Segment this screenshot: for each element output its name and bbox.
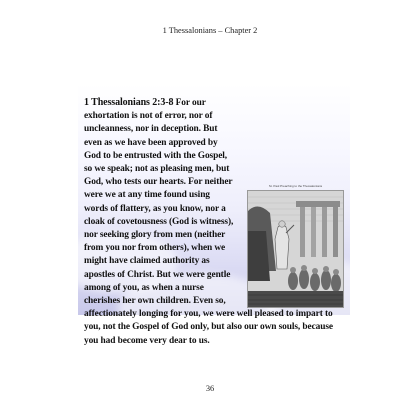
scripture-slide <box>78 83 350 346</box>
scripture-verse-text: For our exhortation is not of error, nor of uncleanness, nor in deception. But even as we have been approved by God to be entrusted with the Gospel, so we speak; not as pleasing men, but God, who tests our hearts. For neither were we at any time found using words of flattery, as you know, nor a cloak of covetousness (God is witness), nor seeking glory from men (neither from you nor from others), when we might have claimed authority as apostles of Christ. But we were gentle among of you, as when a nurse cherishes her own children. Even so, affectionately longing for you, we were well pleased to impart to you, not the Gospel of God only, but also our own souls, because you had become very dear to us. <box>84 98 333 346</box>
scripture-reference: 1 Thessalonians 2:3-8 <box>84 97 174 108</box>
engraving-caption: St. Paul Preaching to the Thessalonians <box>268 184 323 188</box>
engraving-image <box>247 190 344 308</box>
page-number: 36 <box>205 384 215 393</box>
page-header: 1 Thessalonians – Chapter 2 <box>162 26 258 35</box>
engraving-illustration <box>248 191 343 307</box>
